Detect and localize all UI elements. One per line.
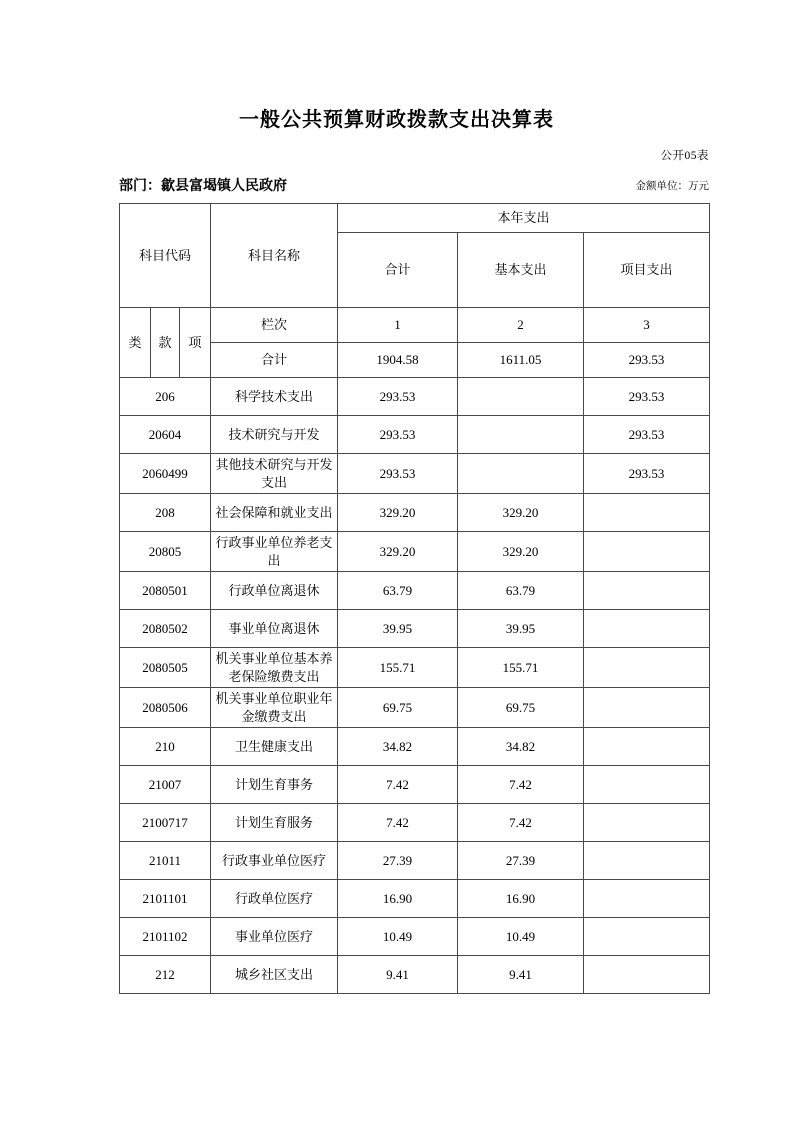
cell-code: 2080505 bbox=[120, 648, 211, 688]
table-row bbox=[120, 918, 710, 956]
grand-total-total: 1904.58 bbox=[338, 343, 458, 378]
cell-name: 卫生健康支出 bbox=[211, 728, 338, 766]
cell-basic: 155.71 bbox=[458, 648, 584, 688]
cell-total: 7.42 bbox=[338, 804, 458, 842]
header-subject-code: 科目代码 bbox=[120, 204, 211, 308]
cell-project bbox=[584, 648, 710, 688]
cell-total: 329.20 bbox=[338, 532, 458, 572]
cell-project bbox=[584, 766, 710, 804]
cell-name: 城乡社区支出 bbox=[211, 956, 338, 994]
cell-project bbox=[584, 728, 710, 766]
cell-project bbox=[584, 572, 710, 610]
cell-total: 27.39 bbox=[338, 842, 458, 880]
column-index-3: 3 bbox=[584, 308, 710, 343]
cell-project: 293.53 bbox=[584, 378, 710, 416]
header-basic-expense: 基本支出 bbox=[458, 233, 584, 308]
cell-name: 行政单位医疗 bbox=[211, 880, 338, 918]
table-row bbox=[120, 416, 710, 454]
table-row bbox=[120, 766, 710, 804]
header-total: 合计 bbox=[338, 233, 458, 308]
cell-name: 机关事业单位职业年金缴费支出 bbox=[211, 688, 338, 728]
cell-project bbox=[584, 494, 710, 532]
cell-basic: 63.79 bbox=[458, 572, 584, 610]
table-row bbox=[120, 880, 710, 918]
header-class: 类 bbox=[120, 308, 151, 378]
cell-name: 事业单位离退休 bbox=[211, 610, 338, 648]
cell-code: 208 bbox=[120, 494, 211, 532]
department-label: 部门：歙县富堨镇人民政府 bbox=[119, 177, 287, 193]
cell-project bbox=[584, 918, 710, 956]
cell-name: 技术研究与开发 bbox=[211, 416, 338, 454]
table-row bbox=[120, 956, 710, 994]
cell-basic: 329.20 bbox=[458, 532, 584, 572]
cell-project: 293.53 bbox=[584, 454, 710, 494]
table-row bbox=[120, 572, 710, 610]
cell-basic: 16.90 bbox=[458, 880, 584, 918]
cell-code: 212 bbox=[120, 956, 211, 994]
cell-code: 2080502 bbox=[120, 610, 211, 648]
table-row bbox=[120, 378, 710, 416]
table-body bbox=[120, 378, 710, 994]
cell-total: 63.79 bbox=[338, 572, 458, 610]
cell-project bbox=[584, 804, 710, 842]
cell-project bbox=[584, 842, 710, 880]
cell-basic: 9.41 bbox=[458, 956, 584, 994]
header-section: 款 bbox=[151, 308, 180, 378]
cell-code: 2080501 bbox=[120, 572, 211, 610]
cell-name: 计划生育事务 bbox=[211, 766, 338, 804]
cell-code: 206 bbox=[120, 378, 211, 416]
cell-total: 34.82 bbox=[338, 728, 458, 766]
cell-code: 20805 bbox=[120, 532, 211, 572]
cell-code: 21007 bbox=[120, 766, 211, 804]
cell-name: 事业单位医疗 bbox=[211, 918, 338, 956]
cell-basic: 7.42 bbox=[458, 766, 584, 804]
form-number-label: 公开05表 bbox=[660, 150, 709, 162]
cell-project bbox=[584, 880, 710, 918]
table-row bbox=[120, 728, 710, 766]
cell-project bbox=[584, 610, 710, 648]
column-index-1: 1 bbox=[338, 308, 458, 343]
cell-basic bbox=[458, 454, 584, 494]
cell-code: 20604 bbox=[120, 416, 211, 454]
cell-project bbox=[584, 688, 710, 728]
table-row bbox=[120, 494, 710, 532]
cell-basic: 329.20 bbox=[458, 494, 584, 532]
header-subject-name: 科目名称 bbox=[211, 204, 338, 308]
cell-code: 2101101 bbox=[120, 880, 211, 918]
cell-total: 329.20 bbox=[338, 494, 458, 532]
header-column-index-label: 栏次 bbox=[211, 308, 338, 343]
cell-total: 155.71 bbox=[338, 648, 458, 688]
cell-name: 机关事业单位基本养老保险缴费支出 bbox=[211, 648, 338, 688]
grand-total-project: 293.53 bbox=[584, 343, 710, 378]
cell-basic: 39.95 bbox=[458, 610, 584, 648]
cell-name: 行政事业单位养老支出 bbox=[211, 532, 338, 572]
cell-name: 行政单位离退休 bbox=[211, 572, 338, 610]
cell-code: 210 bbox=[120, 728, 211, 766]
table-row bbox=[120, 648, 710, 688]
table-row bbox=[120, 610, 710, 648]
budget-table bbox=[119, 203, 710, 994]
page-title: 一般公共预算财政拨款支出决算表 bbox=[239, 109, 554, 131]
cell-project bbox=[584, 532, 710, 572]
cell-code: 21011 bbox=[120, 842, 211, 880]
cell-total: 293.53 bbox=[338, 416, 458, 454]
table-row bbox=[120, 688, 710, 728]
cell-total: 69.75 bbox=[338, 688, 458, 728]
cell-basic bbox=[458, 416, 584, 454]
cell-total: 293.53 bbox=[338, 454, 458, 494]
cell-name: 科学技术支出 bbox=[211, 378, 338, 416]
cell-total: 16.90 bbox=[338, 880, 458, 918]
table-row bbox=[120, 454, 710, 494]
cell-project bbox=[584, 956, 710, 994]
table-row bbox=[120, 842, 710, 880]
cell-name: 社会保障和就业支出 bbox=[211, 494, 338, 532]
column-index-2: 2 bbox=[458, 308, 584, 343]
cell-code: 2080506 bbox=[120, 688, 211, 728]
cell-code: 2101102 bbox=[120, 918, 211, 956]
cell-name: 计划生育服务 bbox=[211, 804, 338, 842]
cell-basic: 10.49 bbox=[458, 918, 584, 956]
cell-project: 293.53 bbox=[584, 416, 710, 454]
cell-basic: 27.39 bbox=[458, 842, 584, 880]
cell-total: 293.53 bbox=[338, 378, 458, 416]
cell-total: 9.41 bbox=[338, 956, 458, 994]
cell-total: 7.42 bbox=[338, 766, 458, 804]
cell-basic: 34.82 bbox=[458, 728, 584, 766]
grand-total-label: 合计 bbox=[211, 343, 338, 378]
cell-basic: 7.42 bbox=[458, 804, 584, 842]
cell-total: 10.49 bbox=[338, 918, 458, 956]
header-current-year-expense: 本年支出 bbox=[338, 204, 710, 233]
grand-total-basic: 1611.05 bbox=[458, 343, 584, 378]
header-item: 项 bbox=[180, 308, 211, 378]
unit-label: 金额单位：万元 bbox=[635, 181, 709, 192]
meta-row bbox=[119, 175, 709, 195]
cell-code: 2060499 bbox=[120, 454, 211, 494]
cell-name: 其他技术研究与开发支出 bbox=[211, 454, 338, 494]
cell-basic: 69.75 bbox=[458, 688, 584, 728]
table-row bbox=[120, 804, 710, 842]
cell-code: 2100717 bbox=[120, 804, 211, 842]
cell-total: 39.95 bbox=[338, 610, 458, 648]
cell-name: 行政事业单位医疗 bbox=[211, 842, 338, 880]
header-project-expense: 项目支出 bbox=[584, 233, 710, 308]
table-row bbox=[120, 532, 710, 572]
cell-basic bbox=[458, 378, 584, 416]
